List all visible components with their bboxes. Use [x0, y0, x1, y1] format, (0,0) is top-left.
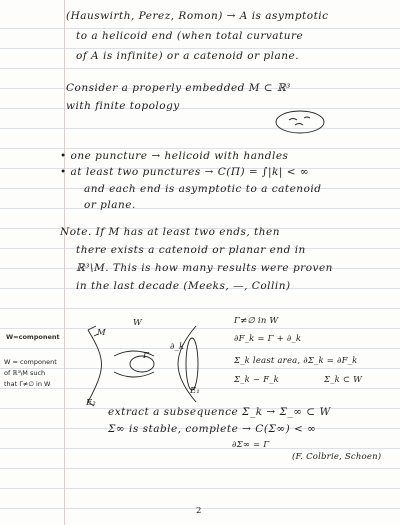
- scribble: W=component: [6, 333, 60, 341]
- margin-note: of ℝ³\M such: [4, 369, 46, 377]
- figure-label: Γ: [143, 351, 150, 361]
- text-line: or plane.: [84, 199, 136, 211]
- surface-sketch: [272, 108, 332, 140]
- note-line: Note. If M has at least two ends, then: [60, 226, 281, 238]
- text-line: and each end is asymptotic to a catenoid: [84, 183, 322, 195]
- margin-note: W = component: [4, 358, 57, 366]
- figure-label: M: [97, 328, 106, 338]
- text-line: of A is infinite) or a catenoid or plane.: [76, 50, 300, 62]
- note-line: in the last decade (Meeks, —, Collin): [76, 280, 291, 292]
- page-number: 2: [196, 506, 202, 516]
- text-line: ∂F_k = Γ + ∂_k: [234, 334, 302, 344]
- text-line: with finite topology: [66, 100, 180, 112]
- margin-line: [64, 0, 65, 525]
- text-line: Σ_k least area, ∂Σ_k = ∂F_k: [234, 356, 358, 366]
- text-line: Σ_k ~ F_k: [234, 375, 280, 385]
- text-line: Γ≠∅ in W: [234, 316, 279, 326]
- bullet-item: • one puncture → helicoid with handles: [60, 150, 289, 162]
- figure-label: ∂_k: [170, 342, 185, 352]
- figure-label: E₂: [86, 398, 97, 408]
- text-line: to a helicoid end (when total curvature: [76, 30, 304, 42]
- margin-note: that Γ≠∅ in W: [4, 380, 51, 388]
- text-line: Σ∞ is stable, complete → C(Σ∞) < ∞: [108, 423, 317, 435]
- figure-label: E₁: [190, 386, 201, 396]
- figure-label: W: [133, 318, 142, 328]
- note-line: ℝ³\M. This is how many results were proven: [76, 262, 333, 274]
- text-line: ∂Σ∞ = Γ: [232, 440, 270, 450]
- note-line: there exists a catenoid or planar end in: [76, 244, 306, 256]
- citation: (F. Colbrie, Schoen): [292, 452, 382, 462]
- bullet-item: • at least two punctures → C(Π) = ∫|k| < ∞: [60, 166, 310, 178]
- text-line: extract a subsequence Σ_k → Σ_∞ ⊂ W: [108, 406, 331, 418]
- text-line: Σ_k ⊂ W: [324, 375, 363, 385]
- text-line: (Hauswirth, Perez, Romon) → A is asymptotic: [66, 10, 329, 22]
- text-line: Consider a properly embedded M ⊂ ℝ³: [66, 82, 291, 94]
